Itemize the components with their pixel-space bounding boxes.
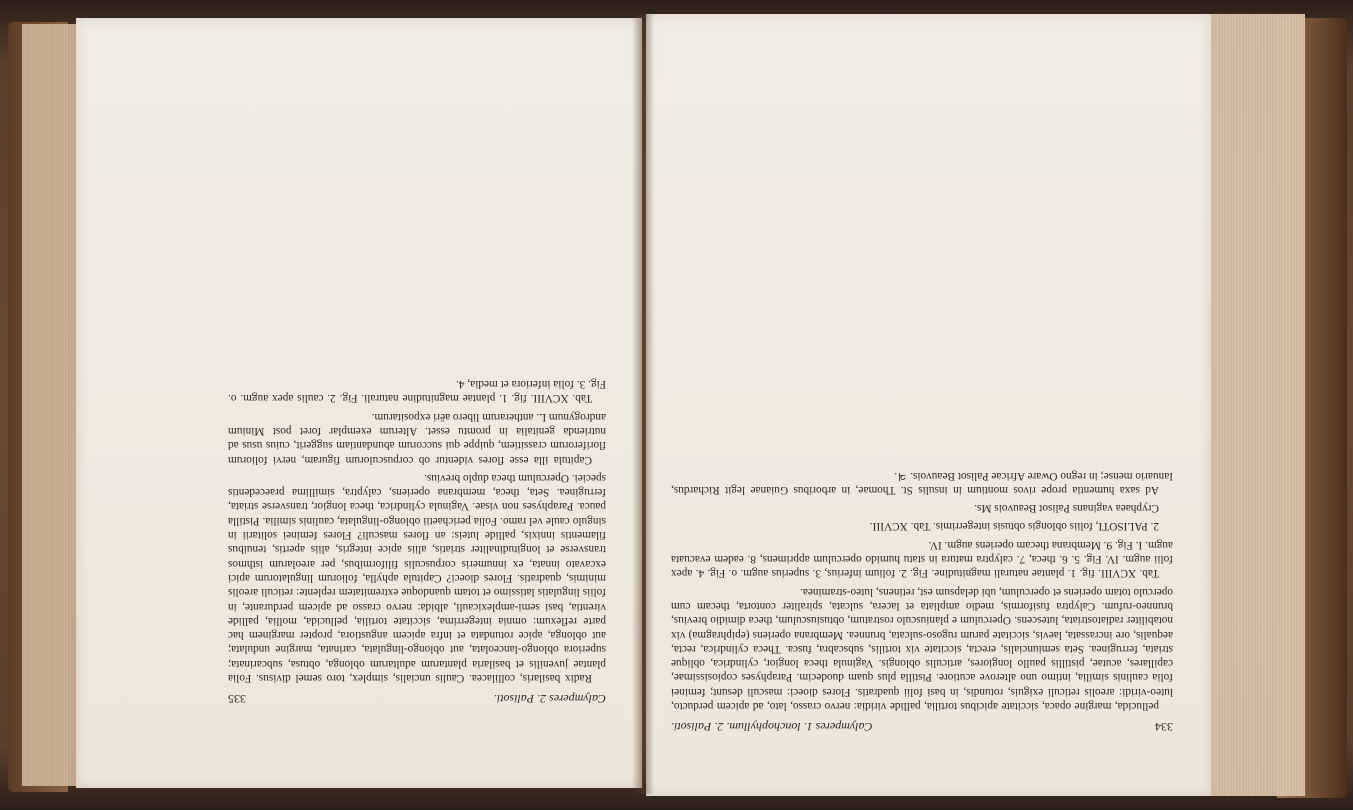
paragraph: Tab. XCVIII. fig. 1. plantae naturali magnitudine. Fig. 2. folium inferius, 3. superius augm. o. Fig. 4. apex folii augm. IV. Fig. 5. 6. theca, 7. calyptra matura in statu humido operculum apprimens, 8. eadem evacuata augm. I. Fig. 9. Membrana thecam operiens augm. IV. <box>671 538 1173 580</box>
paragraph: Capitula illa esse flores videntur ob corpusculorum figuram, nervi foliorum floriferorum crassitiem, quippe qui succorum abundantiam suggerit, cuius usus ad nutrienda genitalia in promtu esset. Alterum exemplar foret post Minium androgynum L. antherarum libero aëri expositarum. <box>228 410 606 466</box>
left-page-text <box>228 206 606 706</box>
book-gutter <box>632 14 654 794</box>
running-head: Calymperes 1. lonchophyllum. 2. Palisoti. <box>671 720 873 734</box>
paragraph: Cryphaea vaginans Palisot Beauvois Ms. <box>974 502 1159 515</box>
running-head: Calymperes 2. Palisoti. <box>493 692 606 706</box>
page-edges-right <box>1205 14 1305 796</box>
paragraph: 2. PALISOTI, foliis oblongis obtusis integerrimis. Tab. XCVIII. <box>869 520 1159 533</box>
paragraph: Tab. XCVIII. fig. 1. plantae magnitudine naturali. Fig. 2. caulis apex augm. o. Fig. 3. folia inferiora et media, 4. <box>228 378 606 405</box>
right-page-header <box>671 719 1173 734</box>
page-number: 335 <box>228 692 246 706</box>
paragraph: Radix basilaris, collilacea. Caulis uncialis, simplex, toro semel divisus. Folia plantae juvenilis et basilaria plantarum adultarum oblonga, obtusa, subcarinata; superiora oblongo-lanceolata, aut oblongo-lingulata, carinata, margine undulata; aut oblonga, apice rotundata et infra apicem angustiora, propter marginem hac parte reflexum: omnia integerrima, siccitate tortilia, pellucida, mollia, pallide virentia, basi semi-amplexicauli, albida: nervo crasso ad apicem perdurante, in foliis lingulatis latissimo et totam quandoque extremitatem replente: reticuli areolis minimis, quadratis. Flores dioeci? Capitula aphylla, foliorum lingulatorum apici excavato innata, ex innumeris corpusculis filiformibus, per areolarum isthmos transverse et longitudinaliter striatis, aliis apice integris, aliis apertis, tenuibus filamentis innixis, pallide luteis: an flores masculi? Flores feminei solitarii in singulo caule vel ramo. Folia perichaetii oblongo-lingulata, caulinis similia. Pistilla pauca. Paraphyses non visae. Vaginula cylindrica, theca longior, transverse striata, ferruginea. Seta, theca, membrana operiens, calyptra, simillima praecedentis speciei. Operculum theca duplo brevius. <box>228 471 606 684</box>
paragraph: pellucida, margine opaca, siccitate apicibus tortilia, pallide viridia: nervo crasso, lato, ad apicem perducto, luteo-viridi: areolis reticuli exiguis, rotundis, in basi folii quadratis. Flores dioeci: masculi desunt; feminei folia caulinis similia, intimo uno alterove acutiore. Pistilla plus quam duodecim. Paraphyses copiosissimae, capillares, acutae, pistillis paullo longiores, articulis oblongis. Vaginula theca longior, cylindrica, oblique striata, ferruginea. Seta semiuncialis, erecta, siccitate vix tortilis, subscabra, fusca. Theca cylindrica, recta, aequalis, ore incrassata, laevis, siccitate parum rugoso-sulcata, brunnea. Membrana operiens (epiphragma) vix notabiliter radiatostriata, lutescens. Operculum e planiusculo rostratum, obtusiusculum, theca dimidio brevius, brunneo-rufum. Calyptra fusiformis, medio ampliata et lacera, sulcata, spiraliter contorta, thecam cum operculo totam operiens et operculum, ubi delapsum est, retinens, luteo-straminea. <box>671 585 1173 712</box>
page-number: 334 <box>1155 720 1173 734</box>
right-page-text <box>671 174 1173 734</box>
left-page-header <box>228 691 606 706</box>
paragraph: Ad saxa humentia prope rivos montium in insulis St. Thomae, in arboribus Guianae legit Richardus, Ianuario mense; in regno Oware Africae Palisot Beauvois. ♃. <box>671 469 1173 496</box>
page-edges-left <box>22 24 82 786</box>
